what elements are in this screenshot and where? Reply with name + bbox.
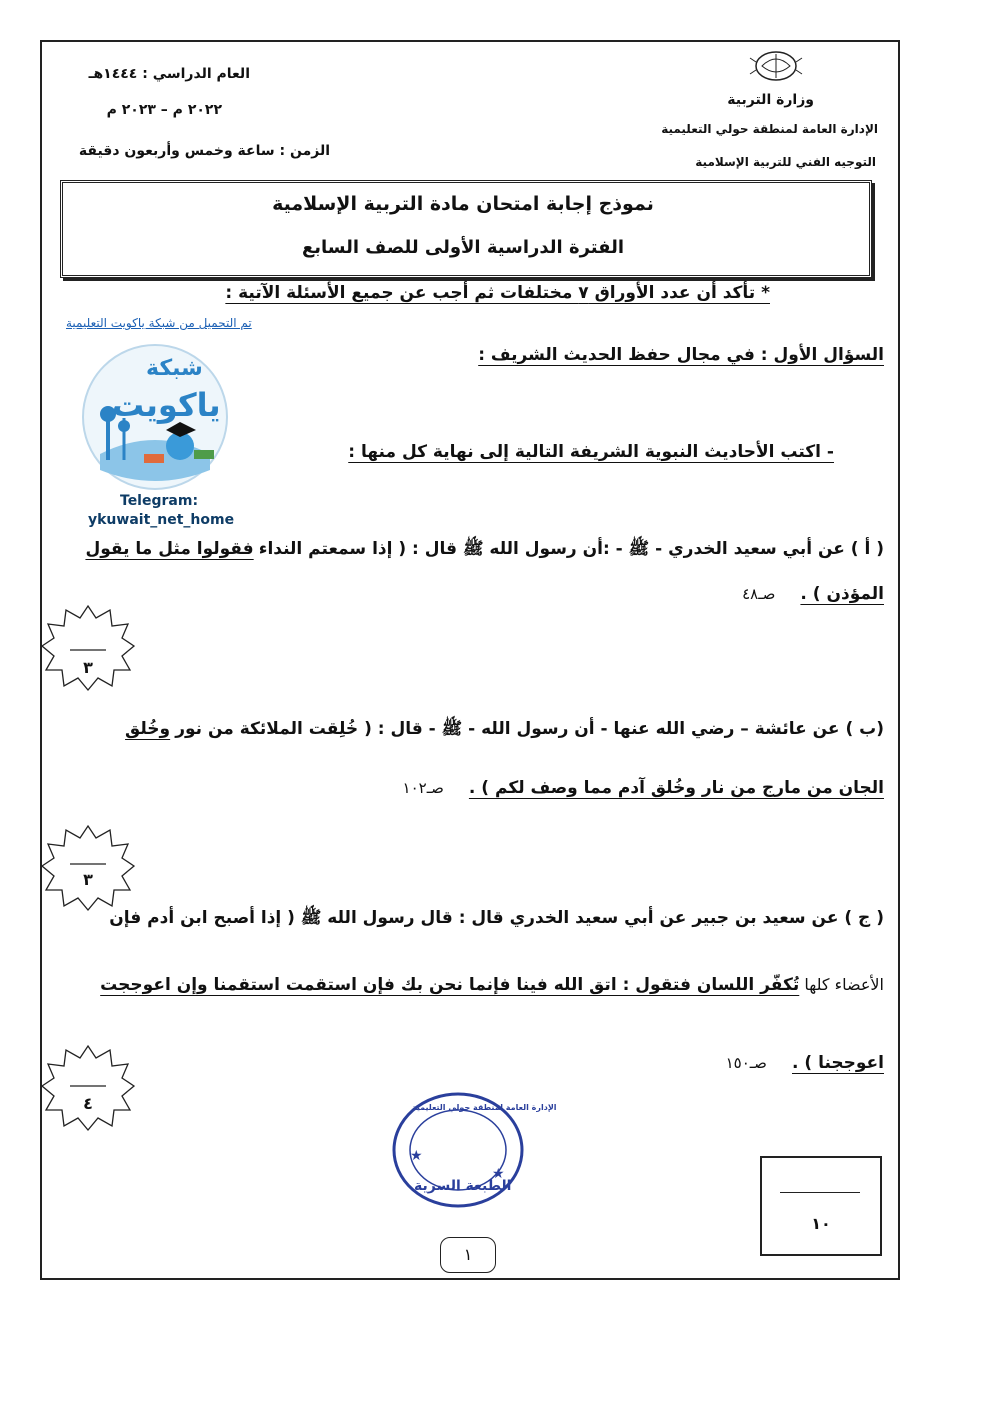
hadith-b-intro: (ب ) عن عائشة – رضي الله عنها - أن رسول الله - ﷺ - قال : ( خُلِقت الملائكة من نور bbox=[175, 719, 884, 739]
exam-duration: الزمن : ساعة وخمس وأربعون دقيقة bbox=[78, 143, 330, 159]
grade-divider bbox=[780, 1192, 860, 1193]
logo-text-top: شبكة bbox=[146, 356, 203, 381]
page-number: ١ bbox=[440, 1237, 496, 1273]
star-badge-icon bbox=[40, 824, 136, 912]
star-badge-icon bbox=[40, 1044, 136, 1132]
hadith-b-page-ref: صـ١٠٢ bbox=[402, 779, 444, 797]
guidance-name: التوجيه الفني للتربية الإسلامية bbox=[695, 155, 876, 169]
score-a-value: ٣ bbox=[83, 658, 93, 677]
kuwait-emblem-icon bbox=[748, 48, 804, 88]
telegram-label: Telegram: bbox=[120, 493, 199, 509]
star-badge-icon bbox=[40, 604, 136, 692]
hadith-b-answer-part2: الجان من مارج من نار وخُلق آدم مما وصف لكم ) . bbox=[468, 778, 884, 798]
hadith-c-answer-part2: اعوججنا ) . bbox=[792, 1053, 884, 1073]
score-star-a bbox=[40, 604, 136, 692]
hadith-c-answer-part1: تُكفّر اللسان فتقول : اتق الله فينا فإنما نحن بك فإن استقمت استقمنا وإن اعوججت bbox=[100, 975, 800, 995]
total-grade-box bbox=[760, 1156, 882, 1256]
academic-years: ٢٠٢٢ م – ٢٠٢٣ م bbox=[106, 102, 222, 118]
question1-instruction: - اكتب الأحاديث النبوية الشريفة التالية إلى نهاية كل منها : bbox=[348, 442, 834, 462]
directorate-name: الإدارة العامة لمنطقة حولي التعليمية bbox=[661, 122, 878, 136]
ministry-name: وزارة التربية bbox=[727, 92, 814, 108]
hadith-a-line2 bbox=[742, 584, 884, 604]
svg-text:★: ★ bbox=[410, 1148, 423, 1164]
hadith-b-line2 bbox=[403, 778, 884, 798]
hadith-a-intro: ( أ ) عن أبي سعيد الخدري - ﷺ - :أن رسول الله ﷺ قال : ( إذا سمعتم النداء bbox=[258, 539, 884, 559]
score-star-b bbox=[40, 824, 136, 912]
stamp-text: الإدارة العامة لمنطقة حولي التعليمية bbox=[412, 1103, 557, 1112]
hadith-a-page-ref: صـ٤٨ bbox=[742, 585, 776, 603]
svg-text:★: ★ bbox=[492, 1166, 505, 1182]
exam-title: نموذج إجابة امتحان مادة التربية الإسلامية bbox=[272, 193, 654, 215]
hadith-c-line1: ( ج ) عن سعيد بن جبير عن أبي سعيد الخدري قال : قال رسول الله ﷺ ( إذا أصبح ابن أدم فإن bbox=[109, 908, 884, 928]
exam-subtitle: الفترة الدراسية الأولى للصف السابع bbox=[301, 237, 624, 258]
score-c-value: ٤ bbox=[83, 1094, 93, 1113]
score-b-value: ٣ bbox=[83, 870, 93, 889]
hadith-c-page-ref: صـ١٥٠ bbox=[725, 1054, 767, 1072]
hadith-a-line1 bbox=[85, 538, 884, 563]
telegram-handle[interactable]: ykuwait_net_home bbox=[88, 512, 235, 528]
question1-heading: السؤال الأول : في مجال حفظ الحديث الشريف : bbox=[478, 345, 884, 365]
stamp-bottom-text: الطبعة السرية bbox=[414, 1178, 512, 1194]
hadith-c-line3 bbox=[726, 1053, 884, 1073]
score-star-c bbox=[40, 1044, 136, 1132]
hadith-c-line2 bbox=[100, 975, 884, 995]
hadith-b-line1 bbox=[125, 718, 884, 743]
total-grade-value: ١٠ bbox=[811, 1214, 831, 1233]
hadith-b-answer-part1: وخُلق bbox=[125, 719, 171, 739]
school-year: العام الدراسي : ١٤٤٤هـ bbox=[88, 66, 250, 82]
hadith-a-answer-part2: المؤذن ) . bbox=[800, 584, 884, 604]
logo-text-main: ياكويت bbox=[112, 386, 221, 424]
hadith-a-answer-part1: فقولوا مثل ما يقول bbox=[85, 539, 254, 559]
general-instruction: * تأكد أن عدد الأوراق ٧ مختلفات ثم أجب عن جميع الأسئلة الآتية : bbox=[225, 283, 770, 303]
download-note-link[interactable]: تم التحميل من شبكة ياكويت التعليمية bbox=[66, 316, 252, 330]
hadith-c-prefix: الأعضاء كلها bbox=[804, 975, 884, 994]
